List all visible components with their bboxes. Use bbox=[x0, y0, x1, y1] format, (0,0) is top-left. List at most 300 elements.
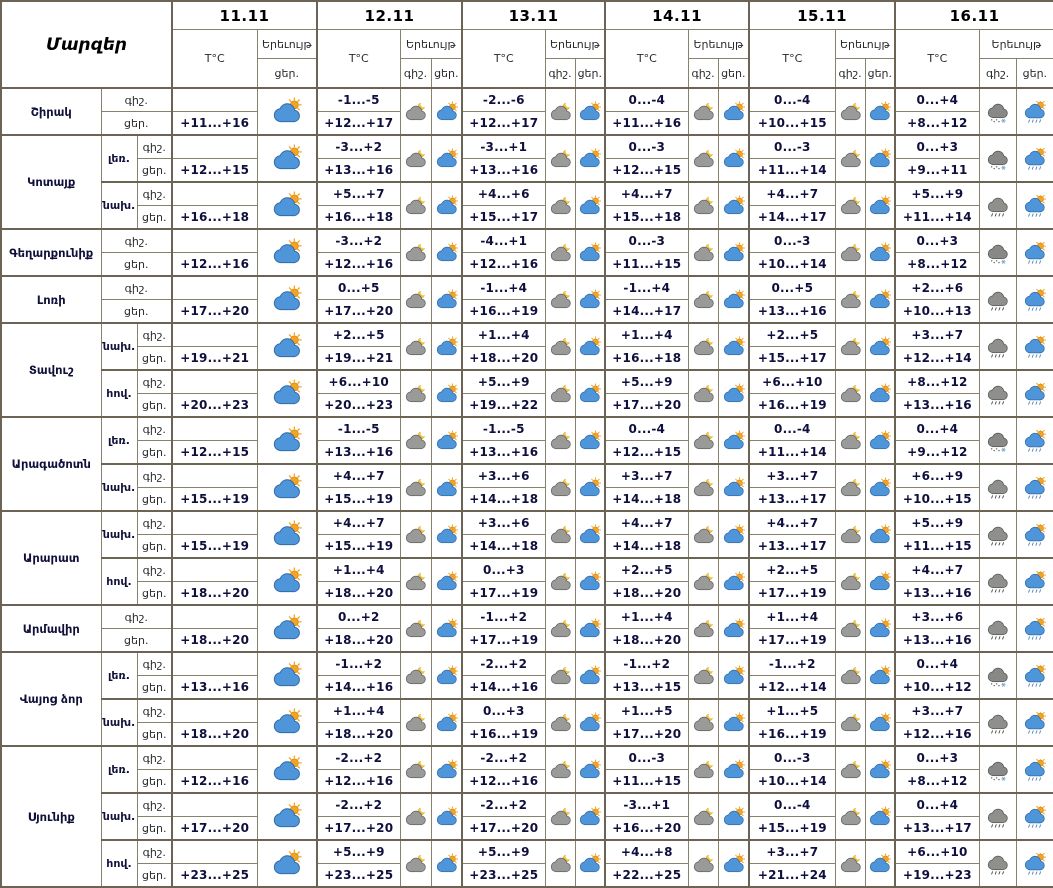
night-temp-cell: 0...+3 bbox=[462, 699, 545, 723]
night-temp-cell: +8...+12 bbox=[895, 370, 979, 394]
sun-cloud-icon bbox=[433, 853, 460, 875]
day-temp-cell: +16...+19 bbox=[749, 723, 835, 747]
day-temp-cell: +19...+21 bbox=[317, 347, 400, 371]
moon-cloud-icon bbox=[402, 289, 429, 311]
phenomenon-cell bbox=[575, 135, 605, 182]
moon-cloud-icon bbox=[690, 571, 717, 593]
moon-cloud-icon bbox=[690, 477, 717, 499]
moon-cloud-icon bbox=[402, 383, 429, 405]
phenomenon-cell bbox=[865, 511, 895, 558]
day-temp-cell: +17...+19 bbox=[749, 582, 835, 606]
sun-cloud-icon bbox=[866, 477, 893, 499]
day-temp-cell: +13...+16 bbox=[317, 441, 400, 465]
night-temp-cell: 0...+3 bbox=[895, 135, 979, 159]
sun-cloud-icon bbox=[576, 430, 603, 452]
moon-cloud-icon bbox=[402, 336, 429, 358]
phenomenon-cell bbox=[865, 746, 895, 793]
night-temp-cell: 0...+3 bbox=[895, 746, 979, 770]
moon-cloud-icon bbox=[547, 148, 574, 170]
sun-cloud-icon bbox=[268, 144, 305, 173]
day-temp-cell: +16...+19 bbox=[462, 300, 545, 324]
phenomenon-cell bbox=[400, 370, 431, 417]
sun-cloud-icon bbox=[720, 665, 747, 687]
sun-cloud-icon bbox=[268, 567, 305, 596]
day-temp-cell: +17...+19 bbox=[462, 629, 545, 653]
night-temp-cell: +1...+4 bbox=[749, 605, 835, 629]
cloud-rain-icon bbox=[984, 712, 1011, 734]
cloud-rain-icon bbox=[984, 289, 1011, 311]
daypart-night-label: գիշ. bbox=[101, 276, 172, 300]
night-temp-cell: 0...+2 bbox=[317, 605, 400, 629]
sun-cloud-icon bbox=[576, 571, 603, 593]
night-temp-cell: 0...+4 bbox=[895, 417, 979, 441]
moon-cloud-icon bbox=[547, 383, 574, 405]
phenomenon-cell bbox=[688, 699, 718, 746]
sun-cloud-rain-icon bbox=[1021, 524, 1048, 546]
night-temp-cell: 0...+4 bbox=[895, 793, 979, 817]
cloud-rain-icon bbox=[984, 195, 1011, 217]
night-temp-cell bbox=[172, 511, 257, 535]
phenomenon-cell bbox=[865, 840, 895, 887]
night-temp-cell: -1...+4 bbox=[605, 276, 688, 300]
night-temp-cell: +4...+7 bbox=[317, 464, 400, 488]
daypart-day-label: ցեր. bbox=[137, 582, 172, 606]
phenomenon-cell bbox=[257, 323, 317, 370]
phenomenon-cell bbox=[545, 699, 575, 746]
night-temp-cell: +6...+10 bbox=[317, 370, 400, 394]
night-temp-cell: +5...+9 bbox=[895, 182, 979, 206]
phenomenon-cell bbox=[1016, 464, 1053, 511]
day-temp-cell: +13...+16 bbox=[317, 159, 400, 183]
phenomenon-cell bbox=[718, 558, 749, 605]
daypart-day-label: ցեր. bbox=[137, 676, 172, 700]
night-temp-cell bbox=[172, 276, 257, 300]
day-temp-cell: +15...+19 bbox=[749, 817, 835, 841]
phenomenon-cell bbox=[545, 793, 575, 840]
sun-cloud-icon bbox=[720, 571, 747, 593]
cloud-sleet-icon bbox=[984, 759, 1011, 781]
daypart-day-label: ցեր. bbox=[137, 817, 172, 841]
day-temp-cell: +15...+19 bbox=[172, 488, 257, 512]
phenomenon-cell bbox=[257, 370, 317, 417]
day-temp-cell: +12...+16 bbox=[172, 253, 257, 277]
date-header-2: 12.11 bbox=[317, 1, 462, 30]
moon-cloud-icon bbox=[837, 195, 864, 217]
daypart-night-label: գիշ. bbox=[137, 135, 172, 159]
forecast-body bbox=[1, 88, 1053, 887]
sun-cloud-icon bbox=[866, 712, 893, 734]
moon-cloud-icon bbox=[402, 242, 429, 264]
night-temp-cell: -3...+2 bbox=[317, 229, 400, 253]
cloud-sleet-icon bbox=[984, 101, 1011, 123]
night-temp-cell: +1...+5 bbox=[605, 699, 688, 723]
phenomenon-cell bbox=[545, 370, 575, 417]
phenomenon-cell bbox=[545, 417, 575, 464]
phenomenon-cell bbox=[400, 464, 431, 511]
sun-cloud-icon bbox=[720, 477, 747, 499]
night-temp-cell: -3...+1 bbox=[462, 135, 545, 159]
day-temp-cell: +14...+17 bbox=[605, 300, 688, 324]
sun-cloud-icon bbox=[576, 101, 603, 123]
night-temp-cell: -2...+2 bbox=[317, 746, 400, 770]
day-temp-cell: +13...+16 bbox=[895, 582, 979, 606]
phenomenon-cell bbox=[865, 229, 895, 276]
region-name: Կոտայք bbox=[1, 135, 101, 229]
sun-cloud-icon bbox=[268, 379, 305, 408]
sun-cloud-icon bbox=[576, 195, 603, 217]
day-temp-cell: +16...+20 bbox=[605, 817, 688, 841]
day-temp-cell: +13...+17 bbox=[749, 535, 835, 559]
sun-cloud-rain-icon bbox=[1021, 618, 1048, 640]
night-temp-cell: 0...-4 bbox=[605, 417, 688, 441]
night-temp-cell: 0...-4 bbox=[605, 88, 688, 112]
cloud-rain-icon bbox=[984, 524, 1011, 546]
day-temp-cell: +23...+25 bbox=[462, 864, 545, 888]
day-temp-cell: +12...+14 bbox=[749, 676, 835, 700]
phenomenon-cell bbox=[400, 276, 431, 323]
moon-cloud-icon bbox=[837, 665, 864, 687]
moon-cloud-icon bbox=[402, 524, 429, 546]
daypart-night-label: գիշ. bbox=[137, 793, 172, 817]
moon-cloud-icon bbox=[402, 430, 429, 452]
day-temp-cell: +18...+20 bbox=[317, 723, 400, 747]
sun-cloud-icon bbox=[433, 665, 460, 687]
phenomenon-cell bbox=[545, 558, 575, 605]
sun-cloud-icon bbox=[576, 853, 603, 875]
day-temp-cell: +12...+16 bbox=[317, 253, 400, 277]
phenomenon-cell bbox=[1016, 370, 1053, 417]
day-temp-cell: +17...+20 bbox=[605, 394, 688, 418]
moon-cloud-icon bbox=[690, 712, 717, 734]
day-subcol-header: ցեր. bbox=[718, 59, 749, 89]
phenomenon-cell bbox=[400, 417, 431, 464]
sun-cloud-icon bbox=[576, 148, 603, 170]
night-subcol-header: գիշ. bbox=[835, 59, 865, 89]
day-temp-cell: +10...+14 bbox=[749, 770, 835, 794]
cloud-rain-icon bbox=[984, 383, 1011, 405]
day-temp-cell: +13...+17 bbox=[895, 817, 979, 841]
day-temp-cell: +17...+19 bbox=[462, 582, 545, 606]
phenomenon-cell bbox=[257, 699, 317, 746]
sun-cloud-icon bbox=[866, 101, 893, 123]
night-temp-cell: -2...+2 bbox=[317, 793, 400, 817]
moon-cloud-icon bbox=[837, 759, 864, 781]
day-temp-cell: +14...+16 bbox=[317, 676, 400, 700]
night-temp-cell: -1...+2 bbox=[605, 652, 688, 676]
phenomenon-cell bbox=[575, 370, 605, 417]
day-temp-cell: +9...+12 bbox=[895, 441, 979, 465]
phenomenon-cell bbox=[400, 793, 431, 840]
sun-cloud-icon bbox=[720, 336, 747, 358]
moon-cloud-icon bbox=[690, 618, 717, 640]
phenomenon-cell bbox=[865, 370, 895, 417]
night-temp-cell: 0...-4 bbox=[749, 417, 835, 441]
phenomenon-cell bbox=[575, 652, 605, 699]
night-subcol-header: գիշ. bbox=[688, 59, 718, 89]
day-temp-cell: +23...+25 bbox=[317, 864, 400, 888]
sun-cloud-icon bbox=[268, 238, 305, 267]
phenomenon-cell bbox=[718, 135, 749, 182]
cloud-rain-icon bbox=[984, 853, 1011, 875]
night-temp-cell: -2...+2 bbox=[462, 793, 545, 817]
phenomenon-cell bbox=[688, 417, 718, 464]
daypart-day-label: ցեր. bbox=[137, 723, 172, 747]
phenomenon-cell bbox=[979, 699, 1016, 746]
daypart-day-label: ցեր. bbox=[137, 441, 172, 465]
night-subcol-header: գիշ. bbox=[400, 59, 431, 89]
night-temp-cell: +2...+5 bbox=[317, 323, 400, 347]
day-temp-cell: +12...+16 bbox=[462, 253, 545, 277]
moon-cloud-icon bbox=[547, 101, 574, 123]
region-name: Շիրակ bbox=[1, 88, 101, 135]
phenomenon-cell bbox=[575, 323, 605, 370]
region-name: Վայոց ձոր bbox=[1, 652, 101, 746]
phenomenon-cell bbox=[431, 840, 462, 887]
day-temp-cell: +12...+16 bbox=[895, 723, 979, 747]
night-temp-cell: +5...+9 bbox=[462, 840, 545, 864]
night-temp-cell: -1...+2 bbox=[317, 652, 400, 676]
day-temp-cell: +18...+20 bbox=[172, 629, 257, 653]
phenomenon-cell bbox=[257, 276, 317, 323]
phenomenon-cell bbox=[575, 417, 605, 464]
phenomenon-col-header: Երեւույթ bbox=[545, 30, 605, 59]
phenomenon-cell bbox=[431, 88, 462, 135]
sun-cloud-icon bbox=[433, 383, 460, 405]
moon-cloud-icon bbox=[547, 336, 574, 358]
sun-cloud-icon bbox=[866, 618, 893, 640]
day-temp-cell: +17...+20 bbox=[462, 817, 545, 841]
moon-cloud-icon bbox=[837, 289, 864, 311]
phenomenon-cell bbox=[575, 605, 605, 652]
sun-cloud-icon bbox=[866, 242, 893, 264]
day-temp-cell: +14...+18 bbox=[462, 535, 545, 559]
phenomenon-cell bbox=[835, 276, 865, 323]
temp-col-header: T°C bbox=[172, 30, 257, 89]
daypart-night-label: գիշ. bbox=[137, 370, 172, 394]
phenomenon-cell bbox=[431, 417, 462, 464]
phenomenon-cell bbox=[545, 135, 575, 182]
sun-cloud-icon bbox=[433, 806, 460, 828]
sun-cloud-icon bbox=[720, 242, 747, 264]
night-temp-cell: +4...+6 bbox=[462, 182, 545, 206]
moon-cloud-icon bbox=[690, 195, 717, 217]
day-temp-cell: +18...+20 bbox=[605, 629, 688, 653]
sun-cloud-icon bbox=[433, 524, 460, 546]
night-temp-cell: +4...+7 bbox=[605, 182, 688, 206]
daypart-day-label: ցեր. bbox=[101, 253, 172, 277]
sun-cloud-rain-icon bbox=[1021, 712, 1048, 734]
night-temp-cell: +3...+6 bbox=[462, 511, 545, 535]
sun-cloud-icon bbox=[576, 336, 603, 358]
sun-cloud-icon bbox=[576, 618, 603, 640]
sun-cloud-icon bbox=[866, 524, 893, 546]
sun-cloud-icon bbox=[268, 473, 305, 502]
phenomenon-cell bbox=[257, 417, 317, 464]
phenomenon-cell bbox=[718, 746, 749, 793]
night-temp-cell: -3...+1 bbox=[605, 793, 688, 817]
region-name: Տավուշ bbox=[1, 323, 101, 417]
moon-cloud-icon bbox=[402, 806, 429, 828]
phenomenon-cell bbox=[865, 558, 895, 605]
phenomenon-cell bbox=[575, 229, 605, 276]
phenomenon-cell bbox=[1016, 605, 1053, 652]
sun-cloud-icon bbox=[866, 665, 893, 687]
phenomenon-cell bbox=[835, 558, 865, 605]
sun-cloud-icon bbox=[268, 426, 305, 455]
moon-cloud-icon bbox=[690, 806, 717, 828]
phenomenon-cell bbox=[1016, 182, 1053, 229]
day-temp-cell: +13...+17 bbox=[749, 488, 835, 512]
night-temp-cell bbox=[172, 605, 257, 629]
sun-cloud-icon bbox=[720, 195, 747, 217]
subregion-label: նախ. bbox=[101, 182, 137, 229]
moon-cloud-icon bbox=[837, 148, 864, 170]
phenomenon-cell bbox=[718, 464, 749, 511]
day-temp-cell: +11...+16 bbox=[172, 112, 257, 136]
phenomenon-cell bbox=[575, 793, 605, 840]
phenomenon-cell bbox=[545, 511, 575, 558]
phenomenon-cell bbox=[835, 605, 865, 652]
temp-col-header: T°C bbox=[317, 30, 400, 89]
moon-cloud-icon bbox=[837, 101, 864, 123]
night-temp-cell: 0...+4 bbox=[895, 652, 979, 676]
sun-cloud-icon bbox=[268, 285, 305, 314]
night-temp-cell: 0...-3 bbox=[605, 229, 688, 253]
phenomenon-cell bbox=[688, 511, 718, 558]
night-temp-cell bbox=[172, 558, 257, 582]
night-temp-cell: +2...+5 bbox=[605, 558, 688, 582]
moon-cloud-icon bbox=[690, 242, 717, 264]
moon-cloud-icon bbox=[690, 101, 717, 123]
cloud-sleet-icon bbox=[984, 665, 1011, 687]
phenomenon-cell bbox=[835, 840, 865, 887]
sun-cloud-icon bbox=[433, 148, 460, 170]
phenomenon-cell bbox=[431, 699, 462, 746]
day-temp-cell: +15...+19 bbox=[317, 535, 400, 559]
moon-cloud-icon bbox=[547, 524, 574, 546]
sun-cloud-icon bbox=[866, 430, 893, 452]
night-temp-cell: 0...-4 bbox=[749, 793, 835, 817]
subregion-label: հով. bbox=[101, 370, 137, 417]
sun-cloud-icon bbox=[720, 524, 747, 546]
phenomenon-cell bbox=[545, 229, 575, 276]
night-temp-cell: +4...+7 bbox=[605, 511, 688, 535]
sun-cloud-icon bbox=[268, 849, 305, 878]
day-temp-cell: +12...+16 bbox=[317, 770, 400, 794]
night-temp-cell: +5...+7 bbox=[317, 182, 400, 206]
night-temp-cell: +6...+10 bbox=[749, 370, 835, 394]
moon-cloud-icon bbox=[837, 571, 864, 593]
night-temp-cell: +6...+10 bbox=[895, 840, 979, 864]
phenomenon-cell bbox=[979, 229, 1016, 276]
phenomenon-cell bbox=[979, 605, 1016, 652]
moon-cloud-icon bbox=[402, 759, 429, 781]
sun-cloud-icon bbox=[720, 853, 747, 875]
night-temp-cell: +1...+5 bbox=[749, 699, 835, 723]
phenomenon-cell bbox=[865, 652, 895, 699]
region-name: Արարատ bbox=[1, 511, 101, 605]
phenomenon-cell bbox=[257, 464, 317, 511]
moon-cloud-icon bbox=[690, 383, 717, 405]
night-temp-cell: -1...-5 bbox=[462, 417, 545, 441]
temp-col-header: T°C bbox=[605, 30, 688, 89]
daypart-day-label: ցեր. bbox=[101, 112, 172, 136]
sun-cloud-icon bbox=[433, 618, 460, 640]
phenomenon-cell bbox=[1016, 323, 1053, 370]
cloud-sleet-icon bbox=[984, 148, 1011, 170]
moon-cloud-icon bbox=[837, 712, 864, 734]
sun-cloud-rain-icon bbox=[1021, 336, 1048, 358]
phenomenon-cell bbox=[718, 370, 749, 417]
phenomenon-cell bbox=[865, 323, 895, 370]
phenomenon-cell bbox=[1016, 746, 1053, 793]
daypart-night-label: գիշ. bbox=[137, 558, 172, 582]
day-subcol-header: ցեր. bbox=[1016, 59, 1053, 89]
night-temp-cell: -2...-6 bbox=[462, 88, 545, 112]
phenomenon-cell bbox=[545, 464, 575, 511]
sun-cloud-rain-icon bbox=[1021, 430, 1048, 452]
day-temp-cell: +18...+20 bbox=[172, 582, 257, 606]
night-subcol-header: գիշ. bbox=[979, 59, 1016, 89]
day-temp-cell: +13...+16 bbox=[172, 676, 257, 700]
day-subcol-header: ցեր. bbox=[865, 59, 895, 89]
sun-cloud-icon bbox=[866, 759, 893, 781]
sun-cloud-rain-icon bbox=[1021, 571, 1048, 593]
region-name: Սյունիք bbox=[1, 746, 101, 887]
phenomenon-cell bbox=[688, 746, 718, 793]
night-temp-cell: +1...+4 bbox=[462, 323, 545, 347]
moon-cloud-icon bbox=[837, 336, 864, 358]
phenomenon-cell bbox=[718, 840, 749, 887]
region-name: Լոռի bbox=[1, 276, 101, 323]
moon-cloud-icon bbox=[690, 759, 717, 781]
phenomenon-cell bbox=[1016, 699, 1053, 746]
phenomenon-cell bbox=[400, 652, 431, 699]
phenomenon-cell bbox=[400, 605, 431, 652]
moon-cloud-icon bbox=[402, 101, 429, 123]
date-header-5: 15.11 bbox=[749, 1, 895, 30]
phenomenon-cell bbox=[835, 370, 865, 417]
day-temp-cell: +11...+14 bbox=[895, 206, 979, 230]
sun-cloud-icon bbox=[576, 383, 603, 405]
daypart-night-label: գիշ. bbox=[137, 699, 172, 723]
sun-cloud-icon bbox=[433, 195, 460, 217]
phenomenon-cell bbox=[431, 652, 462, 699]
daypart-night-label: գիշ. bbox=[137, 182, 172, 206]
phenomenon-cell bbox=[400, 699, 431, 746]
phenomenon-cell bbox=[431, 370, 462, 417]
day-temp-cell: +12...+15 bbox=[605, 159, 688, 183]
day-temp-cell: +17...+20 bbox=[605, 723, 688, 747]
sun-cloud-icon bbox=[576, 712, 603, 734]
day-temp-cell: +16...+18 bbox=[172, 206, 257, 230]
sun-cloud-icon bbox=[433, 759, 460, 781]
night-temp-cell: -3...+2 bbox=[317, 135, 400, 159]
daypart-day-label: ցեր. bbox=[137, 206, 172, 230]
day-temp-cell: +12...+15 bbox=[172, 441, 257, 465]
subregion-label: նախ. bbox=[101, 323, 137, 370]
moon-cloud-icon bbox=[402, 148, 429, 170]
sun-cloud-icon bbox=[433, 336, 460, 358]
night-temp-cell: 0...-3 bbox=[749, 229, 835, 253]
day-temp-cell: +11...+15 bbox=[895, 535, 979, 559]
phenomenon-cell bbox=[688, 558, 718, 605]
day-temp-cell: +13...+15 bbox=[605, 676, 688, 700]
day-temp-cell: +16...+19 bbox=[462, 723, 545, 747]
night-temp-cell: 0...-3 bbox=[605, 135, 688, 159]
moon-cloud-icon bbox=[547, 665, 574, 687]
sun-cloud-icon bbox=[866, 806, 893, 828]
